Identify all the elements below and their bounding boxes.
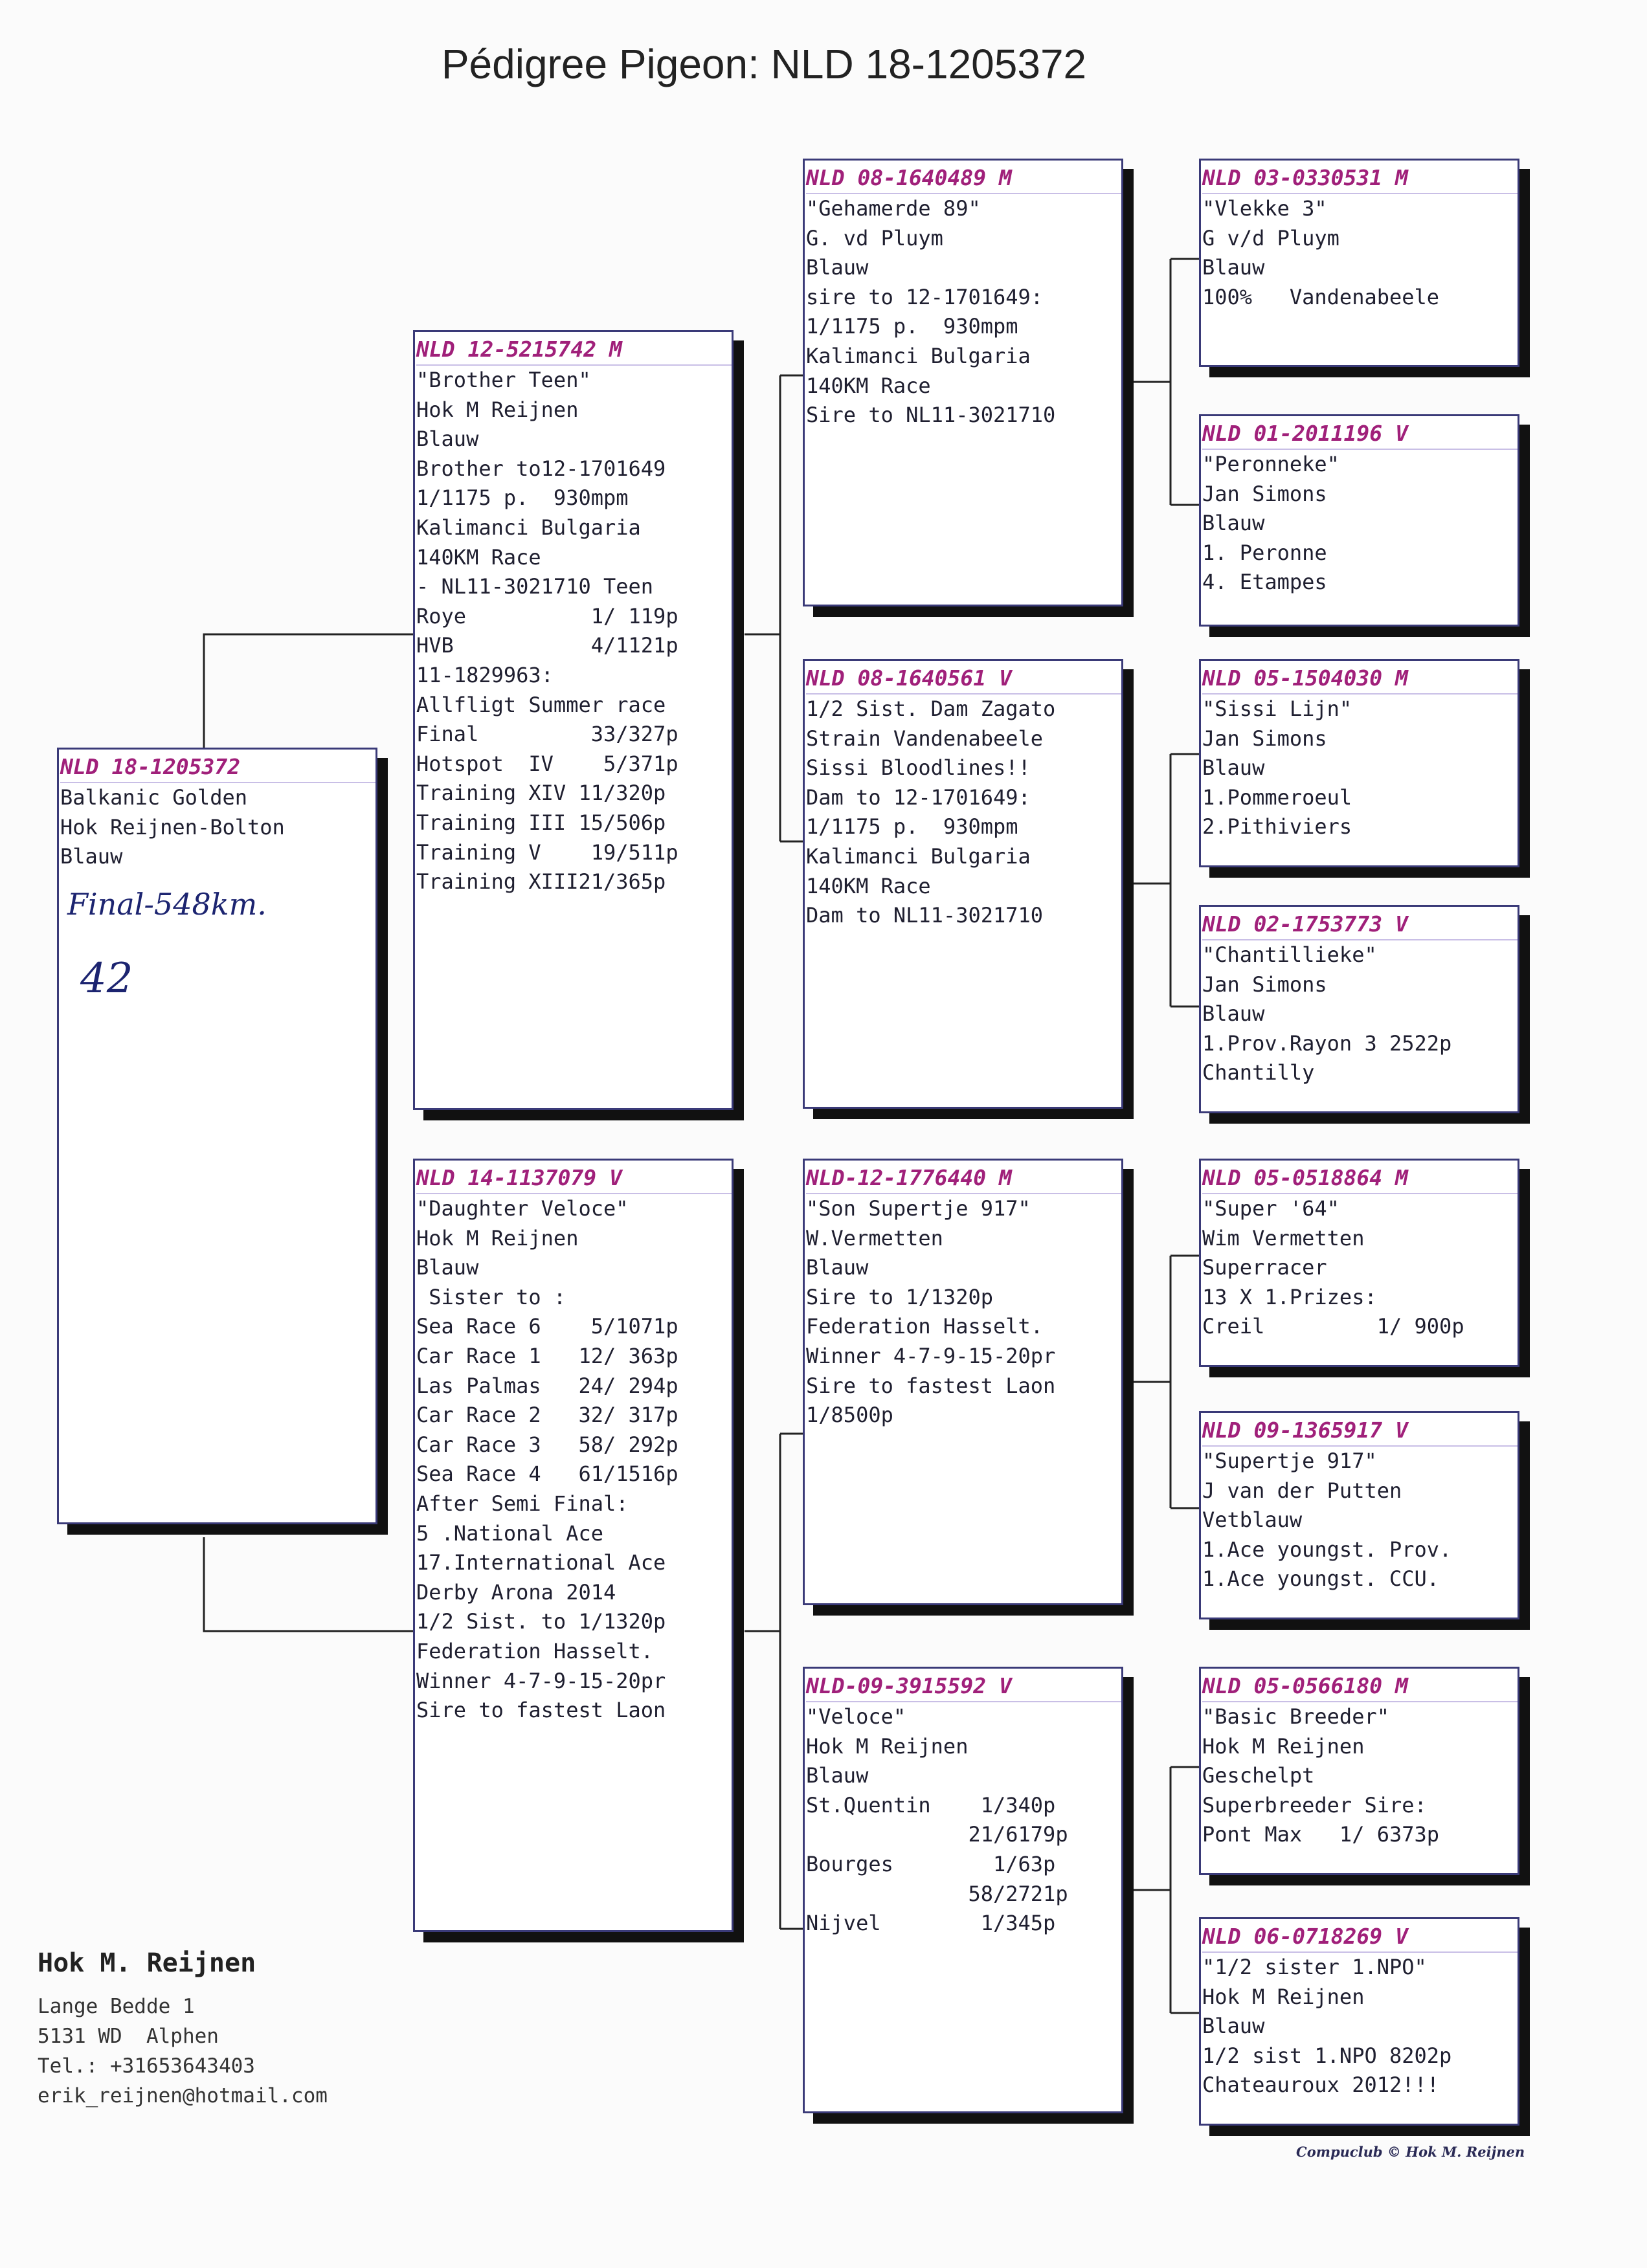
card-line: Hotspot IV 5/371p <box>416 751 678 776</box>
card-line: "Super '64" <box>1202 1196 1339 1221</box>
card-line: Blauw <box>1202 511 1265 536</box>
handwritten-note-number: 42 <box>80 955 133 1003</box>
page-title: Pédigree Pigeon: NLD 18-1205372 <box>441 41 1087 87</box>
card-line: Jan Simons <box>1202 972 1327 997</box>
card-line: Winner 4-7-9-15-20pr <box>806 1343 1056 1368</box>
card-line: 1.Ace youngst. Prov. <box>1202 1537 1452 1562</box>
pedigree-card-sire-sire <box>803 159 1123 606</box>
card-line: "Vlekke 3" <box>1202 196 1327 221</box>
card-line: Hok M Reijnen <box>806 1733 969 1759</box>
ring-number: NLD 08-1640561 V <box>806 663 1121 695</box>
pedigree-card-dds <box>1199 1667 1519 1875</box>
card-line: Blauw <box>1202 755 1265 781</box>
software-credit: Compuclub © Hok M. Reijnen <box>1296 2144 1525 2160</box>
pedigree-card-ddd <box>1199 1917 1519 2126</box>
card-line: J van der Putten <box>1202 1478 1402 1503</box>
card-line: "Supertje 917" <box>1202 1449 1377 1473</box>
card-line: St.Quentin 1/340p <box>806 1792 1056 1818</box>
card-line: Superbreeder Sire: <box>1202 1792 1427 1818</box>
ring-number: NLD 01-2011196 V <box>1202 419 1518 450</box>
breeder-name: Hok M. Reijnen <box>38 1948 256 1978</box>
card-line: Brother to12-1701649 <box>416 456 666 481</box>
breeder-address-street: Lange Bedde 1 <box>38 1995 195 2018</box>
card-line: 100% Vandenabeele <box>1202 284 1440 309</box>
card-line: Hok M Reijnen <box>1202 1984 1365 2009</box>
card-line: "1/2 sister 1.NPO" <box>1202 1955 1427 1979</box>
card-line: 1/1175 p. 930mpm <box>416 485 629 511</box>
breeder-email: erik_reijnen@hotmail.com <box>38 2084 328 2107</box>
card-line: Training XIII21/365p <box>416 869 666 895</box>
card-line: 17.International Ace <box>416 1550 666 1575</box>
card-line: Hok M Reijnen <box>1202 1733 1365 1759</box>
ring-number: NLD 09-1365917 V <box>1202 1416 1518 1447</box>
card-line: G. vd Pluym <box>806 225 943 250</box>
card-line: Blauw <box>416 427 479 452</box>
pedigree-card-sire-dam <box>803 659 1123 1109</box>
card-line: 140KM Race <box>806 873 931 898</box>
ring-number: NLD 05-0518864 M <box>1202 1163 1518 1194</box>
pedigree-card-dam-sire <box>803 1159 1123 1605</box>
card-line: Blauw <box>1202 255 1265 280</box>
card-line: Jan Simons <box>1202 726 1327 751</box>
pedigree-card-dsd <box>1199 1411 1519 1619</box>
handwritten-note-final: Final-548km. <box>67 887 267 922</box>
card-line: Car Race 3 58/ 292p <box>416 1432 678 1457</box>
card-line: Strain Vandenabeele <box>806 726 1044 751</box>
card-line: 1.Pommeroeul <box>1202 784 1352 810</box>
card-line: HVB 4/1121p <box>416 633 678 658</box>
card-line: - NL11-3021710 Teen <box>416 574 654 599</box>
ring-number: NLD 18-1205372 <box>60 752 375 783</box>
card-line: 11-1829963: <box>416 662 554 687</box>
ring-number: NLD 05-1504030 M <box>1202 663 1518 695</box>
card-line: "Sissi Lijn" <box>1202 696 1352 721</box>
card-line: "Chantillieke" <box>1202 942 1377 967</box>
pedigree-card-dam-dam <box>803 1667 1123 2113</box>
card-line: Bourges 1/63p <box>806 1851 1056 1876</box>
card-line: 58/2721p <box>806 1881 1068 1906</box>
card-line: Vetblauw <box>1202 1507 1303 1533</box>
card-line: Training III 15/506p <box>416 810 666 835</box>
card-line: 1/1175 p. 930mpm <box>806 814 1018 839</box>
ring-number: NLD-09-3915592 V <box>806 1671 1121 1702</box>
card-line: 1. Peronne <box>1202 540 1327 565</box>
card-line: 140KM Race <box>806 373 931 398</box>
card-line: Blauw <box>60 844 123 869</box>
card-line: Sea Race 4 61/1516p <box>416 1462 678 1487</box>
card-line: Car Race 1 12/ 363p <box>416 1343 678 1368</box>
card-line: Car Race 2 32/ 317p <box>416 1403 678 1428</box>
ring-number: NLD 05-0566180 M <box>1202 1671 1518 1702</box>
card-line: "Son Supertje 917" <box>806 1196 1031 1221</box>
ring-number: NLD 03-0330531 M <box>1202 163 1518 194</box>
card-line: Derby Arona 2014 <box>416 1579 616 1605</box>
card-line: Training XIV 11/320p <box>416 781 666 806</box>
card-line: 140KM Race <box>416 544 541 570</box>
card-line: Sire to 1/1320p <box>806 1284 993 1309</box>
card-line: Sire to NL11-3021710 <box>806 403 1056 428</box>
ring-number: NLD 08-1640489 M <box>806 163 1121 194</box>
card-line: Kalimanci Bulgaria <box>806 343 1031 368</box>
breeder-address-city: 5131 WD Alphen <box>38 2025 219 2048</box>
card-line: Creil 1/ 900p <box>1202 1314 1464 1339</box>
card-line: Winner 4-7-9-15-20pr <box>416 1668 666 1693</box>
card-line: Sire to fastest Laon <box>416 1698 666 1723</box>
ring-number: NLD 12-5215742 M <box>416 335 732 366</box>
pedigree-card-sdd <box>1199 905 1519 1113</box>
card-line: Sea Race 6 5/1071p <box>416 1314 678 1339</box>
pedigree-card-ssd <box>1199 414 1519 627</box>
card-line: Sire to fastest Laon <box>806 1373 1056 1398</box>
card-line: Kalimanci Bulgaria <box>806 843 1031 869</box>
card-line: Balkanic Golden <box>60 785 247 810</box>
card-line: Pont Max 1/ 6373p <box>1202 1822 1440 1847</box>
card-line: 21/6179p <box>806 1822 1068 1847</box>
card-line: "Daughter Veloce" <box>416 1196 629 1221</box>
card-line: "Gehamerde 89" <box>806 196 981 221</box>
card-line: Jan Simons <box>1202 481 1327 506</box>
card-line: 1.Ace youngst. CCU. <box>1202 1566 1440 1592</box>
card-line: Allfligt Summer race <box>416 692 666 717</box>
card-line: W.Vermetten <box>806 1225 943 1251</box>
card-line: 1.Prov.Rayon 3 2522p <box>1202 1030 1452 1056</box>
pedigree-card-sds <box>1199 659 1519 867</box>
card-line: Final 33/327p <box>416 722 678 747</box>
pedigree-card-sss <box>1199 159 1519 367</box>
card-line: Blauw <box>806 255 869 280</box>
card-line: Blauw <box>806 1255 869 1280</box>
card-line: 13 X 1.Prizes: <box>1202 1284 1377 1309</box>
card-line: G v/d Pluym <box>1202 225 1339 250</box>
card-line: Wim Vermetten <box>1202 1225 1365 1251</box>
ring-number: NLD 14-1137079 V <box>416 1163 732 1194</box>
breeder-phone: Tel.: +31653643403 <box>38 2054 255 2078</box>
card-line: 1/8500p <box>806 1403 893 1428</box>
ring-number: NLD 06-0718269 V <box>1202 1922 1518 1953</box>
card-line: Blauw <box>806 1763 869 1788</box>
card-line: 1/2 sist 1.NPO 8202p <box>1202 2043 1452 2068</box>
card-line: Sissi Bloodlines!! <box>806 755 1031 781</box>
card-line: Federation Hasselt. <box>806 1314 1044 1339</box>
card-line: Sister to : <box>416 1284 566 1309</box>
card-line: Chateauroux 2012!!! <box>1202 2073 1440 2098</box>
card-line: Superracer <box>1202 1255 1327 1280</box>
card-line: Chantilly <box>1202 1060 1315 1085</box>
card-line: Blauw <box>1202 2014 1265 2039</box>
card-line: Kalimanci Bulgaria <box>416 515 641 540</box>
card-line: "Veloce" <box>806 1704 906 1729</box>
pedigree-card-subject <box>57 748 377 1524</box>
card-line: Las Palmas 24/ 294p <box>416 1373 678 1398</box>
card-line: 1/2 Sist. to 1/1320p <box>416 1609 666 1634</box>
card-line: 4. Etampes <box>1202 570 1327 595</box>
card-line: 2.Pithiviers <box>1202 814 1352 839</box>
card-line: Dam to NL11-3021710 <box>806 903 1044 928</box>
pedigree-card-dam <box>413 1159 734 1932</box>
card-line: Nijvel 1/345p <box>806 1911 1056 1936</box>
card-line: Blauw <box>1202 1001 1265 1027</box>
card-line: Hok M Reijnen <box>416 1225 579 1251</box>
card-line: Federation Hasselt. <box>416 1638 654 1663</box>
card-line: "Brother Teen" <box>416 368 591 392</box>
card-line: 1/1175 p. 930mpm <box>806 314 1018 339</box>
card-line: Blauw <box>416 1255 479 1280</box>
card-line: 5 .National Ace <box>416 1520 603 1546</box>
ring-number: NLD 02-1753773 V <box>1202 909 1518 940</box>
card-line: sire to 12-1701649: <box>806 284 1044 309</box>
card-line: Geschelpt <box>1202 1763 1315 1788</box>
card-line: Hok M Reijnen <box>416 397 579 422</box>
card-line: After Semi Final: <box>416 1491 629 1516</box>
card-line: "Basic Breeder" <box>1202 1704 1389 1729</box>
card-line: Roye 1/ 119p <box>416 603 678 628</box>
card-line: Training V 19/511p <box>416 839 678 865</box>
ring-number: NLD-12-1776440 M <box>806 1163 1121 1194</box>
pedigree-card-dss <box>1199 1159 1519 1367</box>
card-line: Hok Reijnen-Bolton <box>60 814 285 839</box>
card-line: Dam to 12-1701649: <box>806 784 1031 810</box>
card-line: "Peronneke" <box>1202 452 1339 476</box>
card-line: 1/2 Sist. Dam Zagato <box>806 696 1056 721</box>
pedigree-card-sire <box>413 330 734 1110</box>
